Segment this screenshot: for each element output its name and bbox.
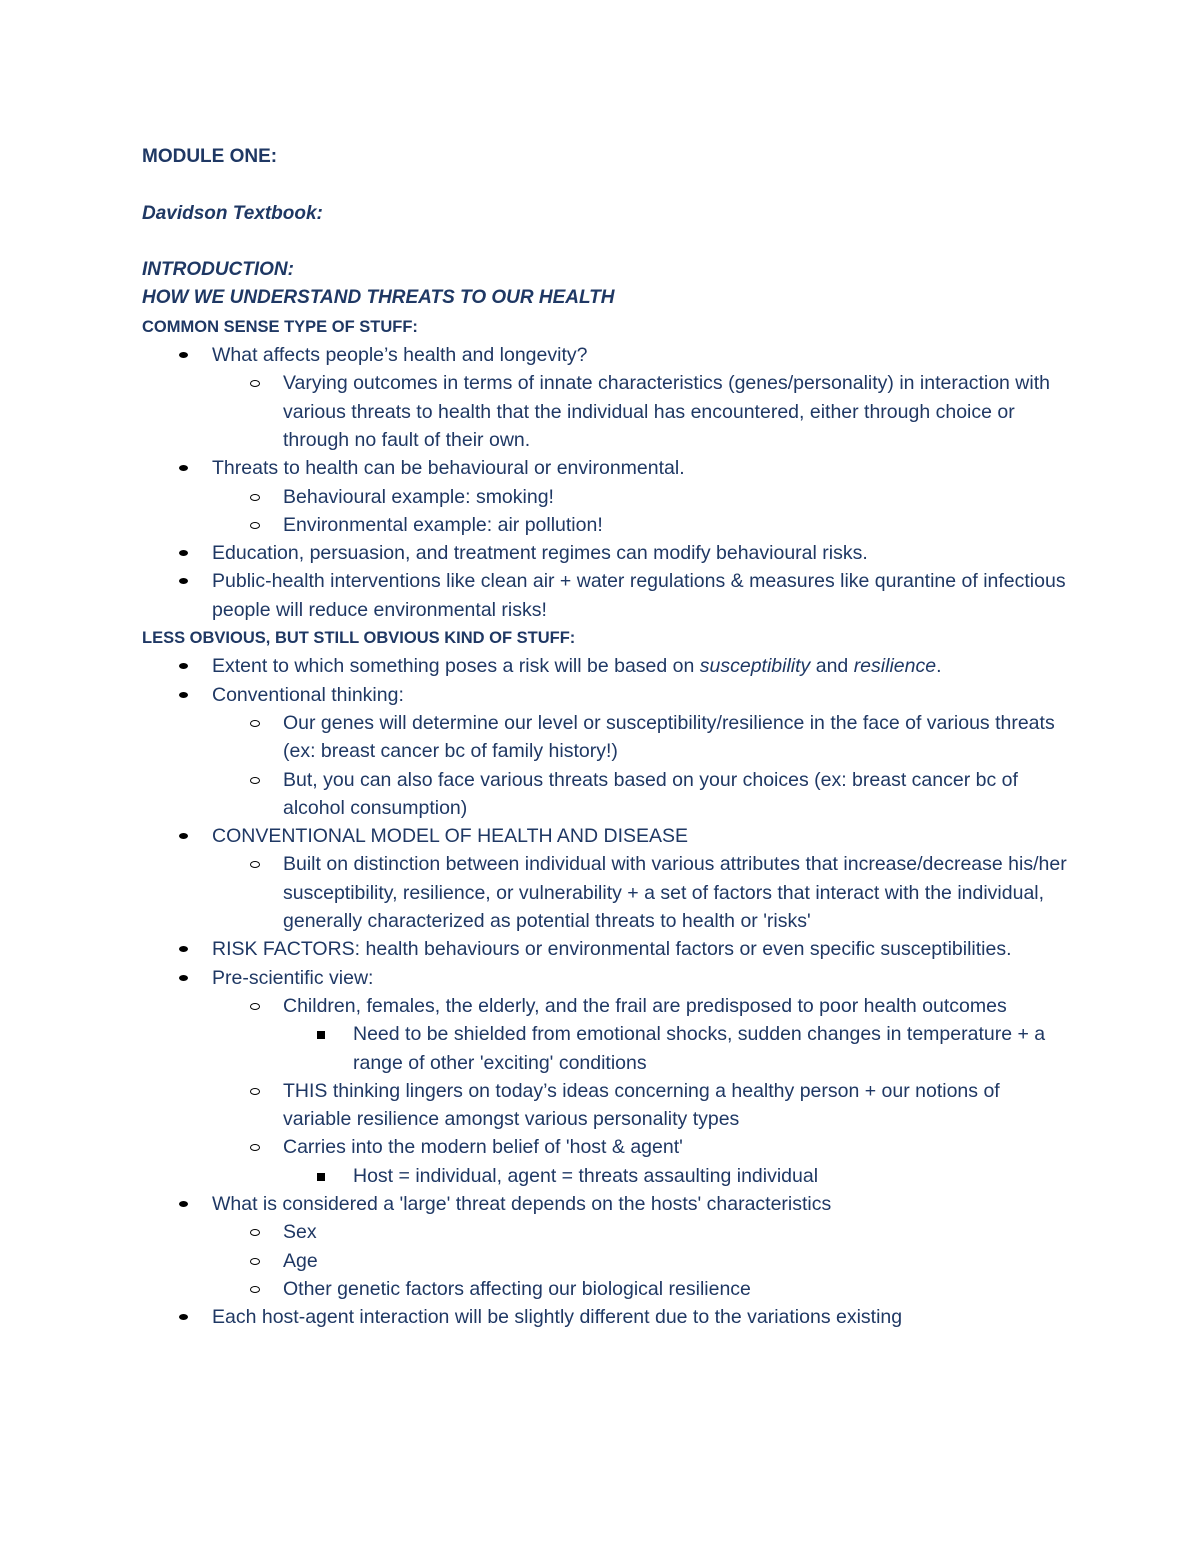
bullet-square-icon	[317, 1162, 325, 1190]
bullet-disc-icon	[179, 935, 188, 963]
source-heading: Davidson Textbook:	[142, 202, 323, 224]
bullet-circle-icon	[250, 766, 261, 794]
list-item: Public-health interventions like clean air + water regulations & measures like qurantine of infectious people will reduce environmental risks!	[142, 567, 1072, 624]
list-item: Other genetic factors affecting our biological resilience	[142, 1275, 1072, 1303]
list-item: RISK FACTORS: health behaviours or environmental factors or even specific susceptibilities.	[142, 935, 1072, 963]
bullet-circle-icon	[250, 709, 261, 737]
bullet-disc-icon	[179, 652, 188, 680]
list-item: Environmental example: air pollution!	[142, 511, 1072, 539]
list-item: Age	[142, 1247, 1072, 1275]
list-item: Sex	[142, 1218, 1072, 1246]
common-sense-heading: COMMON SENSE TYPE OF STUFF:	[142, 317, 418, 336]
bullet-square-icon	[317, 1020, 325, 1048]
module-heading: MODULE ONE:	[142, 146, 278, 167]
list-item: Built on distinction between individual with various attributes that increase/decrease his/her susceptibility, resilience, or vulnerability + a set of factors that interact with the individual, generally characterized as potential threats to health or 'risks'	[142, 850, 1072, 935]
section-heading: INTRODUCTION:	[142, 259, 294, 281]
bullet-disc-icon	[179, 681, 188, 709]
bullet-circle-icon	[250, 1247, 261, 1275]
bullet-circle-icon	[250, 511, 261, 539]
list-item: Host = individual, agent = threats assaulting individual	[142, 1162, 1072, 1190]
list-item: Need to be shielded from emotional shocks, sudden changes in temperature + a range of other 'exciting' conditions	[142, 1020, 1072, 1077]
list-item: Our genes will determine our level or susceptibility/resilience in the face of various threats (ex: breast cancer bc of family history!)	[142, 709, 1072, 766]
list-item: Each host-agent interaction will be slightly different due to the variations existing	[142, 1303, 1072, 1331]
common-sense-list	[142, 341, 1072, 624]
less-obvious-heading: LESS OBVIOUS, BUT STILL OBVIOUS KIND OF STUFF:	[142, 629, 576, 648]
bullet-disc-icon	[179, 341, 188, 369]
list-item: Carries into the modern belief of 'host & agent'	[142, 1133, 1072, 1161]
list-item: Conventional thinking:	[142, 681, 1072, 709]
bullet-disc-icon	[179, 1190, 188, 1218]
bullet-disc-icon	[179, 454, 188, 482]
list-item: Pre-scientific view:	[142, 964, 1072, 992]
bullet-circle-icon	[250, 369, 261, 397]
bullet-circle-icon	[250, 850, 261, 878]
bullet-disc-icon	[179, 822, 188, 850]
bullet-disc-icon	[179, 539, 188, 567]
bullet-circle-icon	[250, 1133, 261, 1161]
list-item: Behavioural example: smoking!	[142, 483, 1072, 511]
list-item: CONVENTIONAL MODEL OF HEALTH AND DISEASE	[142, 822, 1072, 850]
subsection-heading: HOW WE UNDERSTAND THREATS TO OUR HEALTH	[142, 287, 615, 309]
list-item: Education, persuasion, and treatment regimes can modify behavioural risks.	[142, 539, 1072, 567]
bullet-circle-icon	[250, 1218, 261, 1246]
bullet-disc-icon	[179, 964, 188, 992]
bullet-circle-icon	[250, 1275, 261, 1303]
bullet-circle-icon	[250, 1077, 261, 1105]
document-page	[142, 138, 1072, 1331]
list-item: Children, females, the elderly, and the frail are predisposed to poor health outcomes	[142, 992, 1072, 1020]
bullet-disc-icon	[179, 1303, 188, 1331]
list-item: THIS thinking lingers on today’s ideas concerning a healthy person + our notions of variable resilience amongst various personality types	[142, 1077, 1072, 1134]
bullet-disc-icon	[179, 567, 188, 595]
bullet-circle-icon	[250, 483, 261, 511]
list-item: Threats to health can be behavioural or environmental.	[142, 454, 1072, 482]
list-item: What affects people’s health and longevity?	[142, 341, 1072, 369]
list-item: What is considered a 'large' threat depends on the hosts' characteristics	[142, 1190, 1072, 1218]
list-item: Extent to which something poses a risk will be based on susceptibility and resilience.	[142, 652, 1072, 680]
less-obvious-list	[142, 652, 1072, 1331]
bullet-circle-icon	[250, 992, 261, 1020]
list-item: Varying outcomes in terms of innate characteristics (genes/personality) in interaction with various threats to health that the individual has encountered, either through choice or through no fault of their own.	[142, 369, 1072, 454]
list-item: But, you can also face various threats based on your choices (ex: breast cancer bc of alcohol consumption)	[142, 766, 1072, 823]
